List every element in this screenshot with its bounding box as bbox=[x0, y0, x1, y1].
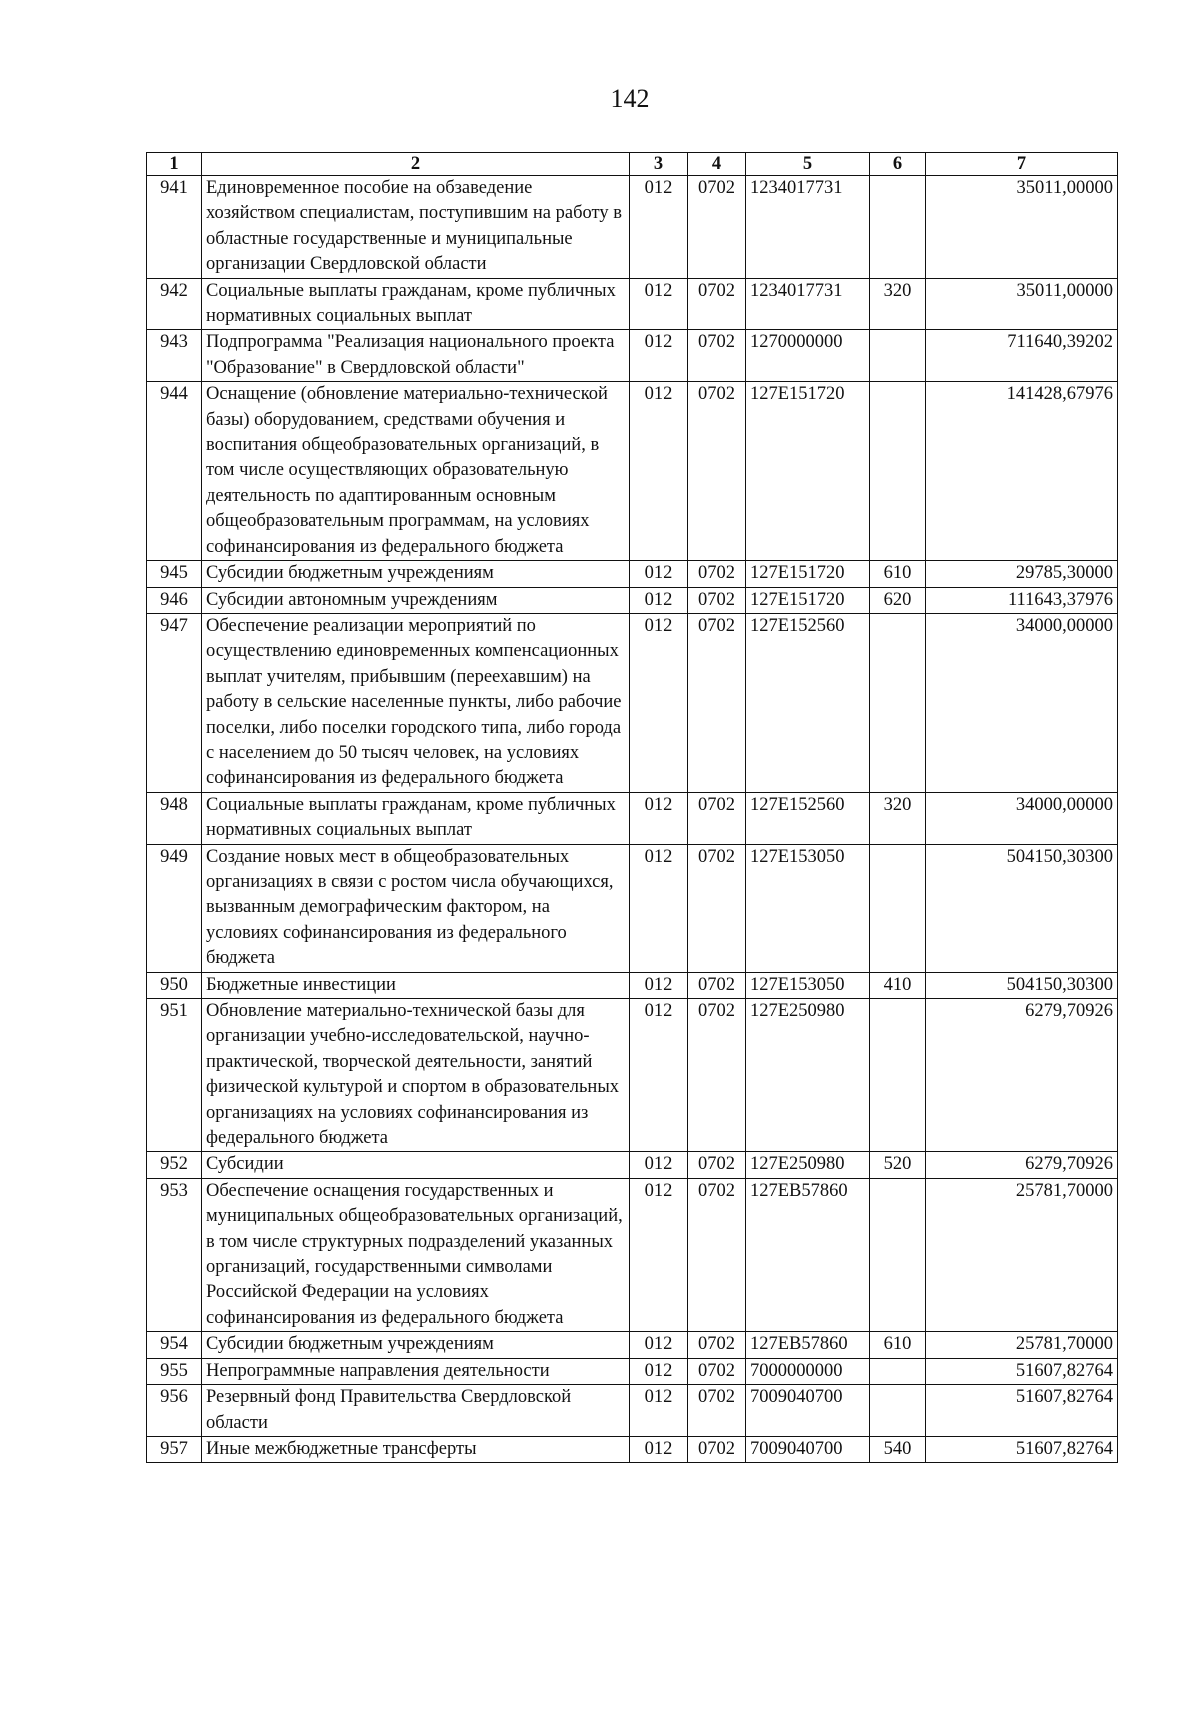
row-section-code: 0702 bbox=[688, 330, 746, 382]
row-amount: 35011,00000 bbox=[926, 176, 1118, 279]
row-number: 951 bbox=[147, 999, 202, 1152]
row-ministry-code: 012 bbox=[630, 587, 688, 613]
row-expense-type: 610 bbox=[870, 1332, 926, 1358]
table-row bbox=[147, 561, 1118, 587]
row-ministry-code: 012 bbox=[630, 1152, 688, 1178]
row-ministry-code: 012 bbox=[630, 1385, 688, 1437]
row-ministry-code: 012 bbox=[630, 330, 688, 382]
table-row bbox=[147, 999, 1118, 1152]
row-ministry-code: 012 bbox=[630, 1436, 688, 1462]
row-section-code: 0702 bbox=[688, 278, 746, 330]
row-number: 942 bbox=[147, 278, 202, 330]
table-row bbox=[147, 1358, 1118, 1384]
row-section-code: 0702 bbox=[688, 999, 746, 1152]
row-expense-type bbox=[870, 613, 926, 792]
row-ministry-code: 012 bbox=[630, 1178, 688, 1331]
row-name: Иные межбюджетные трансферты bbox=[202, 1436, 630, 1462]
row-expense-type bbox=[870, 330, 926, 382]
row-name: Субсидии bbox=[202, 1152, 630, 1178]
row-amount: 504150,30300 bbox=[926, 972, 1118, 998]
row-expense-type: 320 bbox=[870, 278, 926, 330]
row-amount: 6279,70926 bbox=[926, 1152, 1118, 1178]
row-name: Подпрограмма "Реализация национального проекта "Образование" в Свердловской области" bbox=[202, 330, 630, 382]
row-name: Обеспечение оснащения государственных и муниципальных общеобразовательных организаций, в том числе структурных подразделений указанных организаций, государственными символами Российской Федерации на условиях софинансирования из федерального бюджета bbox=[202, 1178, 630, 1331]
row-number: 948 bbox=[147, 792, 202, 844]
header-cell: 4 bbox=[688, 153, 746, 176]
row-target-code: 127E151720 bbox=[746, 382, 870, 561]
row-name: Резервный фонд Правительства Свердловской области bbox=[202, 1385, 630, 1437]
row-amount: 25781,70000 bbox=[926, 1178, 1118, 1331]
row-amount: 29785,30000 bbox=[926, 561, 1118, 587]
row-name: Непрограммные направления деятельности bbox=[202, 1358, 630, 1384]
row-expense-type bbox=[870, 1385, 926, 1437]
row-ministry-code: 012 bbox=[630, 382, 688, 561]
row-target-code: 1270000000 bbox=[746, 330, 870, 382]
row-ministry-code: 012 bbox=[630, 561, 688, 587]
table-row bbox=[147, 792, 1118, 844]
row-target-code: 7009040700 bbox=[746, 1436, 870, 1462]
header-cell: 1 bbox=[147, 153, 202, 176]
row-amount: 34000,00000 bbox=[926, 613, 1118, 792]
row-ministry-code: 012 bbox=[630, 278, 688, 330]
table-row bbox=[147, 1385, 1118, 1437]
row-section-code: 0702 bbox=[688, 1436, 746, 1462]
table-row bbox=[147, 587, 1118, 613]
row-expense-type: 620 bbox=[870, 587, 926, 613]
table-header-row bbox=[147, 153, 1118, 176]
row-number: 950 bbox=[147, 972, 202, 998]
row-target-code: 127E151720 bbox=[746, 587, 870, 613]
row-section-code: 0702 bbox=[688, 176, 746, 279]
row-target-code: 127E153050 bbox=[746, 844, 870, 972]
row-name: Оснащение (обновление материально-технической базы) оборудованием, средствами обучения и воспитания общеобразовательных организаций, в том числе осуществляющих образовательную деятельность по адаптированным основным общеобразовательным программам, на условиях софинансирования из федерального бюджета bbox=[202, 382, 630, 561]
row-section-code: 0702 bbox=[688, 587, 746, 613]
header-cell: 6 bbox=[870, 153, 926, 176]
row-number: 945 bbox=[147, 561, 202, 587]
row-name: Обновление материально-технической базы для организации учебно-исследовательской, научно-практической, творческой деятельности, занятий физической культурой и спортом в образовательных организациях на условиях софинансирования из федерального бюджета bbox=[202, 999, 630, 1152]
row-name: Обеспечение реализации мероприятий по осуществлению единовременных компенсационных выплат учителям, прибывшим (переехавшим) на работу в сельские населенные пункты, либо рабочие поселки, либо поселки городского типа, либо города с населением до 50 тысяч человек, на условиях софинансирования из федерального бюджета bbox=[202, 613, 630, 792]
row-expense-type bbox=[870, 382, 926, 561]
row-ministry-code: 012 bbox=[630, 613, 688, 792]
row-amount: 35011,00000 bbox=[926, 278, 1118, 330]
row-section-code: 0702 bbox=[688, 1332, 746, 1358]
header-cell: 7 bbox=[926, 153, 1118, 176]
header-cell: 3 bbox=[630, 153, 688, 176]
row-target-code: 127E152560 bbox=[746, 792, 870, 844]
row-expense-type: 320 bbox=[870, 792, 926, 844]
row-amount: 111643,37976 bbox=[926, 587, 1118, 613]
row-number: 957 bbox=[147, 1436, 202, 1462]
row-expense-type: 520 bbox=[870, 1152, 926, 1178]
row-ministry-code: 012 bbox=[630, 1332, 688, 1358]
row-amount: 711640,39202 bbox=[926, 330, 1118, 382]
row-amount: 51607,82764 bbox=[926, 1436, 1118, 1462]
table-row bbox=[147, 613, 1118, 792]
row-amount: 25781,70000 bbox=[926, 1332, 1118, 1358]
page-number: 142 bbox=[610, 84, 650, 113]
row-ministry-code: 012 bbox=[630, 792, 688, 844]
row-target-code: 127EB57860 bbox=[746, 1332, 870, 1358]
row-ministry-code: 012 bbox=[630, 176, 688, 279]
row-name: Создание новых мест в общеобразовательных организациях в связи с ростом числа обучающихся, вызванным демографическим фактором, на условиях софинансирования из федерального бюджета bbox=[202, 844, 630, 972]
row-name: Социальные выплаты гражданам, кроме публичных нормативных социальных выплат bbox=[202, 792, 630, 844]
row-number: 952 bbox=[147, 1152, 202, 1178]
row-amount: 141428,67976 bbox=[926, 382, 1118, 561]
row-target-code: 127E153050 bbox=[746, 972, 870, 998]
table-row bbox=[147, 278, 1118, 330]
row-name: Бюджетные инвестиции bbox=[202, 972, 630, 998]
row-target-code: 127E250980 bbox=[746, 1152, 870, 1178]
table-row bbox=[147, 844, 1118, 972]
row-section-code: 0702 bbox=[688, 561, 746, 587]
row-number: 955 bbox=[147, 1358, 202, 1384]
row-number: 956 bbox=[147, 1385, 202, 1437]
row-amount: 6279,70926 bbox=[926, 999, 1118, 1152]
row-name: Единовременное пособие на обзаведение хозяйством специалистам, поступившим на работу в областные государственные и муниципальные организации Свердловской области bbox=[202, 176, 630, 279]
row-target-code: 127EB57860 bbox=[746, 1178, 870, 1331]
row-ministry-code: 012 bbox=[630, 972, 688, 998]
row-section-code: 0702 bbox=[688, 972, 746, 998]
row-expense-type bbox=[870, 999, 926, 1152]
row-section-code: 0702 bbox=[688, 792, 746, 844]
row-name: Социальные выплаты гражданам, кроме публичных нормативных социальных выплат bbox=[202, 278, 630, 330]
row-expense-type bbox=[870, 844, 926, 972]
row-amount: 504150,30300 bbox=[926, 844, 1118, 972]
row-name: Субсидии бюджетным учреждениям bbox=[202, 1332, 630, 1358]
table-row bbox=[147, 176, 1118, 279]
row-section-code: 0702 bbox=[688, 1358, 746, 1384]
header-cell: 2 bbox=[202, 153, 630, 176]
row-ministry-code: 012 bbox=[630, 999, 688, 1152]
row-expense-type bbox=[870, 176, 926, 279]
row-expense-type: 610 bbox=[870, 561, 926, 587]
row-expense-type bbox=[870, 1178, 926, 1331]
row-amount: 51607,82764 bbox=[926, 1358, 1118, 1384]
row-target-code: 1234017731 bbox=[746, 278, 870, 330]
row-number: 946 bbox=[147, 587, 202, 613]
row-expense-type: 410 bbox=[870, 972, 926, 998]
row-amount: 34000,00000 bbox=[926, 792, 1118, 844]
table-row bbox=[147, 1152, 1118, 1178]
row-number: 953 bbox=[147, 1178, 202, 1331]
row-section-code: 0702 bbox=[688, 844, 746, 972]
budget-table bbox=[146, 152, 1118, 1463]
table-body bbox=[147, 176, 1118, 1463]
row-section-code: 0702 bbox=[688, 613, 746, 792]
row-number: 947 bbox=[147, 613, 202, 792]
table-row bbox=[147, 1332, 1118, 1358]
row-amount: 51607,82764 bbox=[926, 1385, 1118, 1437]
row-ministry-code: 012 bbox=[630, 844, 688, 972]
row-section-code: 0702 bbox=[688, 382, 746, 561]
row-number: 943 bbox=[147, 330, 202, 382]
row-target-code: 7009040700 bbox=[746, 1385, 870, 1437]
row-section-code: 0702 bbox=[688, 1152, 746, 1178]
row-expense-type: 540 bbox=[870, 1436, 926, 1462]
row-number: 954 bbox=[147, 1332, 202, 1358]
row-section-code: 0702 bbox=[688, 1385, 746, 1437]
row-number: 944 bbox=[147, 382, 202, 561]
row-target-code: 1234017731 bbox=[746, 176, 870, 279]
row-ministry-code: 012 bbox=[630, 1358, 688, 1384]
row-expense-type bbox=[870, 1358, 926, 1384]
row-name: Субсидии автономным учреждениям bbox=[202, 587, 630, 613]
table-row bbox=[147, 972, 1118, 998]
row-name: Субсидии бюджетным учреждениям bbox=[202, 561, 630, 587]
row-target-code: 7000000000 bbox=[746, 1358, 870, 1384]
table-row bbox=[147, 382, 1118, 561]
row-target-code: 127E250980 bbox=[746, 999, 870, 1152]
row-number: 949 bbox=[147, 844, 202, 972]
table-row bbox=[147, 330, 1118, 382]
header-cell: 5 bbox=[746, 153, 870, 176]
table-row bbox=[147, 1436, 1118, 1462]
row-number: 941 bbox=[147, 176, 202, 279]
row-target-code: 127E151720 bbox=[746, 561, 870, 587]
row-target-code: 127E152560 bbox=[746, 613, 870, 792]
table-row bbox=[147, 1178, 1118, 1331]
row-section-code: 0702 bbox=[688, 1178, 746, 1331]
